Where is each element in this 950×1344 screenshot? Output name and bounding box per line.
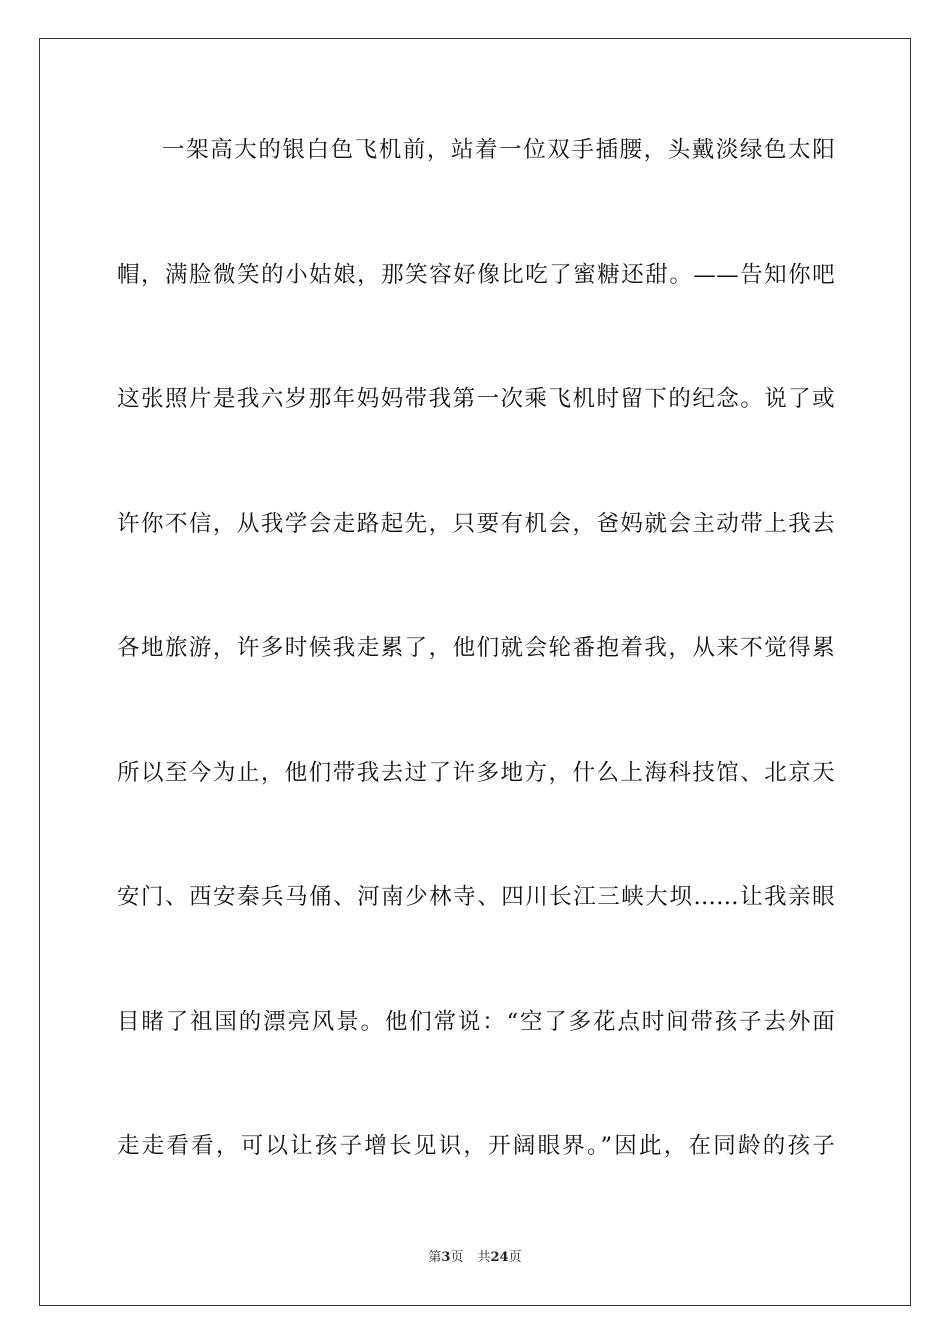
text-line-7: 安门、西安秦兵马俑、河南少林寺、四川长江三峡大坝……让我亲眼 xyxy=(117,884,835,910)
body-text xyxy=(117,126,835,1247)
text-line-2: 帽，满脸微笑的小姑娘，那笑容好像比吃了蜜糖还甜。——告知你吧 xyxy=(117,261,835,288)
page-prefix: 第 xyxy=(428,1250,442,1265)
total-suffix: 页 xyxy=(508,1250,522,1265)
text-line-8: 目睹了祖国的漂亮风景。他们常说：“空了多花点时间带孩子去外面 xyxy=(117,1008,835,1035)
text-line-9: 走走看看，可以让孩子增长见识，开阔眼界。”因此，在同龄的孩子 xyxy=(117,1133,835,1159)
total-prefix: 共 xyxy=(477,1250,491,1265)
page-footer xyxy=(0,1248,950,1268)
current-page: 3 xyxy=(441,1250,451,1265)
text-line-3: 这张照片是我六岁那年妈妈带我第一次乘飞机时留下的纪念。说了或 xyxy=(117,386,835,412)
text-line-4: 许你不信，从我学会走路起先，只要有机会，爸妈就会主动带上我去 xyxy=(117,510,835,537)
total-page-count: 24 xyxy=(490,1250,509,1265)
text-line-6: 所以至今为止，他们带我去过了许多地方，什么上海科技馆、北京天 xyxy=(117,759,835,786)
text-line-1: 一架高大的银白色飞机前，站着一位双手插腰，头戴淡绿色太阳 xyxy=(162,137,835,163)
total-pages xyxy=(477,1250,521,1265)
page-suffix: 页 xyxy=(450,1250,464,1265)
page-number xyxy=(428,1250,463,1265)
text-line-5: 各地旅游，许多时候我走累了，他们就会轮番抱着我，从来不觉得累 xyxy=(117,635,835,661)
